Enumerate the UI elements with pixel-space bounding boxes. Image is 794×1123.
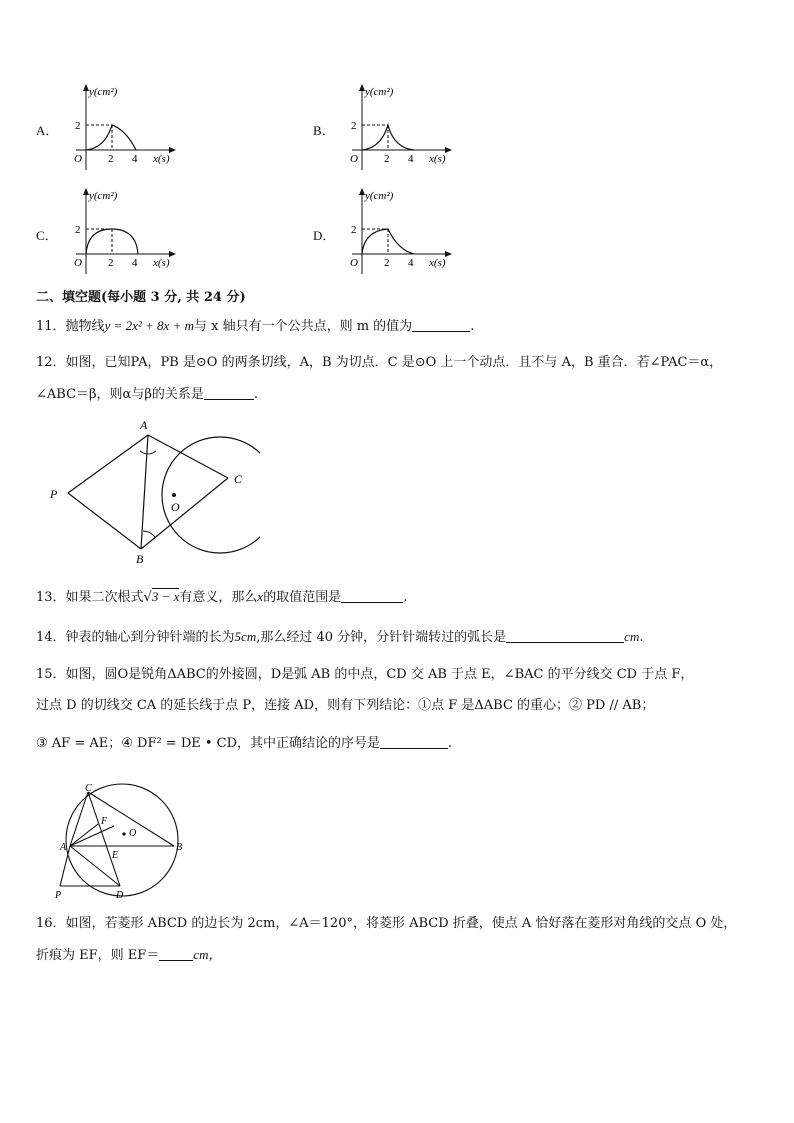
label-p: P	[50, 487, 58, 501]
label-a: A	[60, 842, 67, 853]
q13-answer-blank[interactable]	[341, 588, 403, 603]
circle-o	[162, 437, 260, 553]
tangent-pa	[68, 435, 148, 493]
tick-y: 2	[351, 120, 357, 132]
y-label: y(cm²)	[89, 86, 118, 98]
q13-radical: 3 − x	[151, 589, 180, 604]
q12-line2-end: .	[253, 387, 258, 402]
label-a: A	[140, 418, 148, 432]
tick-x1: 2	[108, 257, 114, 269]
q12-line1: 12．如图，已知PA，PB 是⊙O 的两条切线，A，B 为切点．C 是⊙O 上一个动点．且不与 A，B 重合．若∠PAC＝α，	[36, 355, 723, 370]
q14-end: .	[639, 630, 644, 645]
label-o: O	[129, 828, 137, 839]
center-dot	[172, 493, 176, 497]
tick-x2: 4	[132, 153, 138, 165]
tick-x2: 4	[408, 153, 414, 165]
x-axis-arrow-icon	[169, 147, 176, 153]
q15-answer-blank[interactable]	[380, 734, 448, 749]
q15-line2: 过点 D 的切线交 CA 的延长线于点 P，连接 AD，则有下列结论：①点 F 是ΔABC 的重心；② PD // AB；	[36, 698, 655, 713]
q16-line2	[36, 946, 221, 965]
q12-answer-blank[interactable]	[204, 385, 254, 400]
label-c: C	[85, 783, 92, 794]
q13-pre: 13．如果二次根式	[36, 590, 144, 605]
tick-x2: 4	[408, 257, 414, 269]
tick-x1: 2	[384, 257, 390, 269]
tick-x1: 2	[108, 153, 114, 165]
q14-pre: 14．钟表的轴心到分钟针端的长为	[36, 630, 235, 645]
angle-mark-a	[140, 451, 156, 454]
sqrt-icon: √	[143, 590, 152, 605]
q11-num: 11．	[36, 319, 66, 334]
q11-post: 与 x 轴只有一个公共点，则 m 的值为	[193, 319, 413, 334]
option-b-graph	[336, 82, 456, 172]
label-o: O	[171, 500, 180, 514]
option-b-label: B．	[313, 123, 335, 138]
figure-15	[52, 782, 192, 904]
q13-post: 的取值范围是	[263, 590, 342, 605]
y-label: y(cm²)	[365, 86, 394, 98]
x-label: x(s)	[153, 257, 170, 269]
tick-x1: 2	[384, 153, 390, 165]
option-d-label: D．	[313, 228, 336, 243]
q16-line2-post: cm，	[193, 947, 222, 962]
x-axis-arrow-icon	[169, 251, 176, 257]
label-c: C	[234, 472, 243, 486]
option-a-label: A．	[36, 123, 59, 138]
option-c-graph	[60, 186, 180, 276]
option-c-label: C．	[36, 228, 58, 243]
q13-mid: 有意义，那么	[179, 590, 258, 605]
chord-ac	[148, 435, 228, 478]
q15-line1: 15．如图，圆O是锐角ΔABC的外接圆，D是弧 AB 的中点，CD 交 AB 于点 E，∠BAC 的平分线交 CD 于点 F，	[36, 667, 694, 682]
angle-mark-b	[143, 531, 155, 537]
curve	[86, 125, 136, 150]
option-d-graph	[336, 186, 456, 276]
tick-y: 2	[75, 120, 81, 132]
q15-line3	[36, 734, 452, 753]
seg-cd	[88, 792, 120, 886]
x-axis-arrow-icon	[445, 147, 452, 153]
q15-line3-pre: ③ AF = AE；④ DF² = DE • CD，其中正确结论的序号是	[36, 736, 381, 751]
question-14	[36, 628, 643, 647]
origin-label: O	[74, 153, 82, 165]
y-label: y(cm²)	[365, 190, 394, 202]
label-p: P	[55, 890, 62, 901]
section-title: 二、填空题(每小题 3 分, 共 24 分)	[36, 290, 246, 305]
option-a-graph	[60, 82, 180, 172]
question-13	[36, 588, 407, 607]
x-axis-arrow-icon	[445, 251, 452, 257]
tangent-pb	[68, 493, 141, 549]
q16-line2-pre: 折痕为 EF，则 EF＝	[36, 948, 160, 963]
x-label: x(s)	[153, 153, 170, 165]
q16-line1: 16．如图，若菱形 ABCD 的边长为 2cm，∠A＝120°，将菱形 ABCD 折叠，使点 A 恰好落在菱形对角线的交点 O 处，	[36, 916, 737, 931]
origin-label: O	[350, 153, 358, 165]
label-d: D	[116, 890, 124, 901]
tick-y: 2	[75, 224, 81, 236]
figure-12	[40, 415, 260, 570]
origin-label: O	[74, 257, 82, 269]
x-label: x(s)	[429, 257, 446, 269]
seg-ac	[70, 792, 88, 846]
q16-answer-blank[interactable]	[159, 946, 193, 961]
q14-unit: cm	[624, 629, 640, 644]
q14-answer-blank[interactable]	[506, 628, 624, 643]
q12-line2-pre: ∠ABC＝β，则α与β的关系是	[36, 387, 204, 402]
q13-var: x	[257, 589, 264, 604]
tick-x2: 4	[132, 257, 138, 269]
q14-len: 5cm	[234, 629, 257, 644]
question-11	[36, 317, 474, 336]
q11-pre: 抛物线	[65, 319, 105, 334]
q11-formula: y = 2x² + 8x + m	[104, 318, 194, 333]
label-b: B	[136, 552, 144, 566]
center-dot	[122, 832, 125, 835]
tick-y: 2	[351, 224, 357, 236]
q13-end: .	[403, 590, 408, 605]
q11-answer-blank[interactable]	[412, 317, 470, 332]
x-label: x(s)	[429, 153, 446, 165]
chord-bc	[141, 478, 228, 549]
label-f: F	[101, 816, 108, 827]
label-e: E	[112, 850, 119, 861]
y-label: y(cm²)	[89, 190, 118, 202]
origin-label: O	[350, 257, 358, 269]
q15-line3-end: .	[448, 736, 453, 751]
q14-post: ,那么经过 40 分钟，分针针端转过的弧长是	[256, 630, 507, 645]
q12-line2	[36, 385, 258, 404]
label-b: B	[176, 842, 183, 853]
q11-end: .	[470, 319, 475, 334]
